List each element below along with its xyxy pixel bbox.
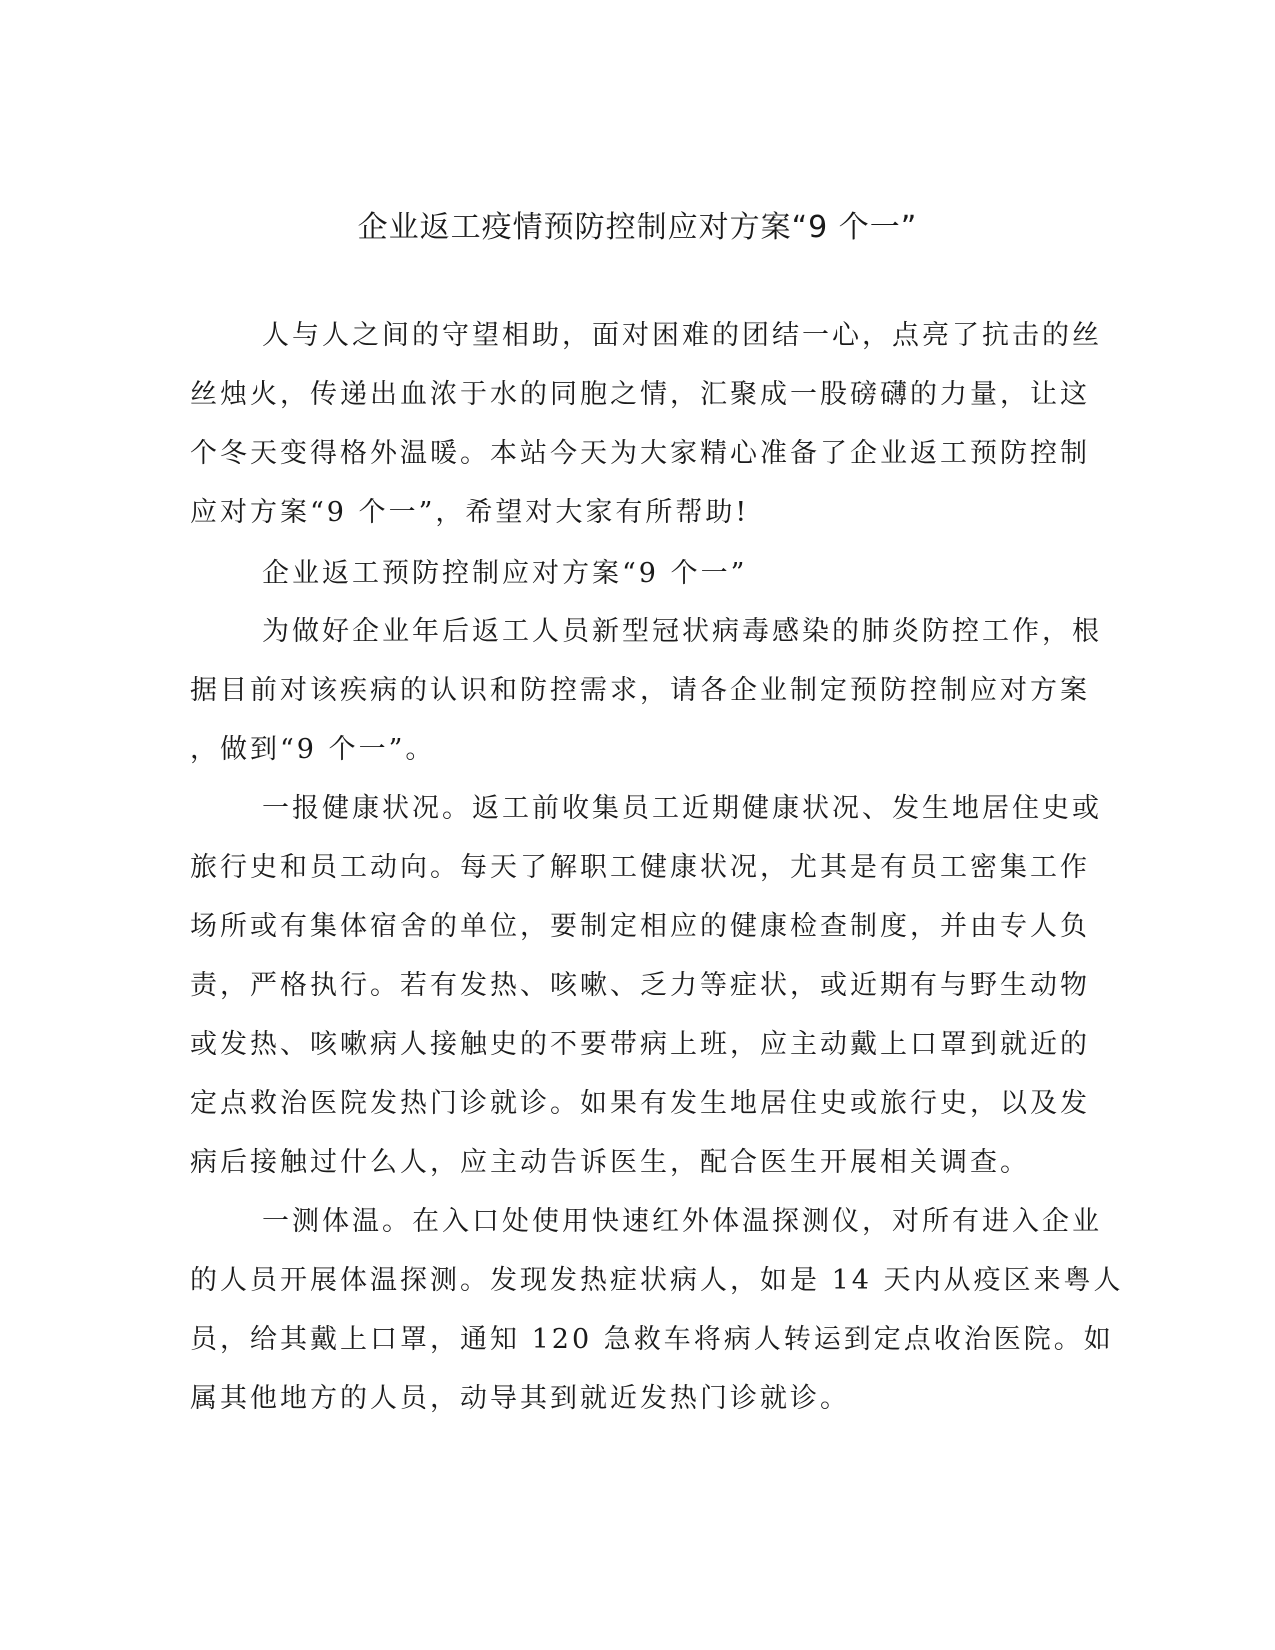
paragraph-line: ，做到“9 个一”。 bbox=[190, 734, 436, 765]
paragraph-line: 场所或有集体宿舍的单位，要制定相应的健康检查制度，并由专人负 bbox=[190, 911, 1090, 942]
paragraph-line: 定点救治医院发热门诊就诊。如果有发生地居住史或旅行史，以及发 bbox=[190, 1088, 1090, 1119]
paragraph-line: 企业返工预防控制应对方案“9 个一” bbox=[262, 558, 748, 589]
paragraph-line: 应对方案“9 个一”，希望对大家有所帮助! bbox=[190, 497, 750, 528]
paragraph-line: 据目前对该疾病的认识和防控需求，请各企业制定预防控制应对方案 bbox=[190, 675, 1090, 706]
paragraph-line: 员，给其戴上口罩，通知 120 急救车将病人转运到定点收治医院。如 bbox=[190, 1324, 1114, 1355]
paragraph-line: 一测体温。在入口处使用快速红外体温探测仪，对所有进入企业 bbox=[262, 1206, 1102, 1237]
paragraph-line: 责，严格执行。若有发热、咳嗽、乏力等症状，或近期有与野生动物 bbox=[190, 970, 1090, 1001]
paragraph-line: 为做好企业年后返工人员新型冠状病毒感染的肺炎防控工作，根 bbox=[262, 616, 1102, 647]
document-title: 企业返工疫情预防控制应对方案“9 个一” bbox=[357, 210, 918, 245]
paragraph-line: 或发热、咳嗽病人接触史的不要带病上班，应主动戴上口罩到就近的 bbox=[190, 1029, 1090, 1060]
paragraph-line: 属其他地方的人员，动导其到就近发热门诊就诊。 bbox=[190, 1383, 850, 1414]
paragraph-line: 丝烛火，传递出血浓于水的同胞之情，汇聚成一股磅礴的力量，让这 bbox=[190, 379, 1090, 410]
paragraph-line: 的人员开展体温探测。发现发热症状病人，如是 14 天内从疫区来粤人 bbox=[190, 1265, 1124, 1296]
paragraph-line: 人与人之间的守望相助，面对困难的团结一心，点亮了抗击的丝 bbox=[262, 320, 1102, 351]
paragraph-line: 病后接触过什么人，应主动告诉医生，配合医生开展相关调查。 bbox=[190, 1147, 1030, 1178]
paragraph-line: 个冬天变得格外温暖。本站今天为大家精心准备了企业返工预防控制 bbox=[190, 438, 1090, 469]
paragraph-line: 一报健康状况。返工前收集员工近期健康状况、发生地居住史或 bbox=[262, 793, 1102, 824]
paragraph-line: 旅行史和员工动向。每天了解职工健康状况，尤其是有员工密集工作 bbox=[190, 852, 1090, 883]
